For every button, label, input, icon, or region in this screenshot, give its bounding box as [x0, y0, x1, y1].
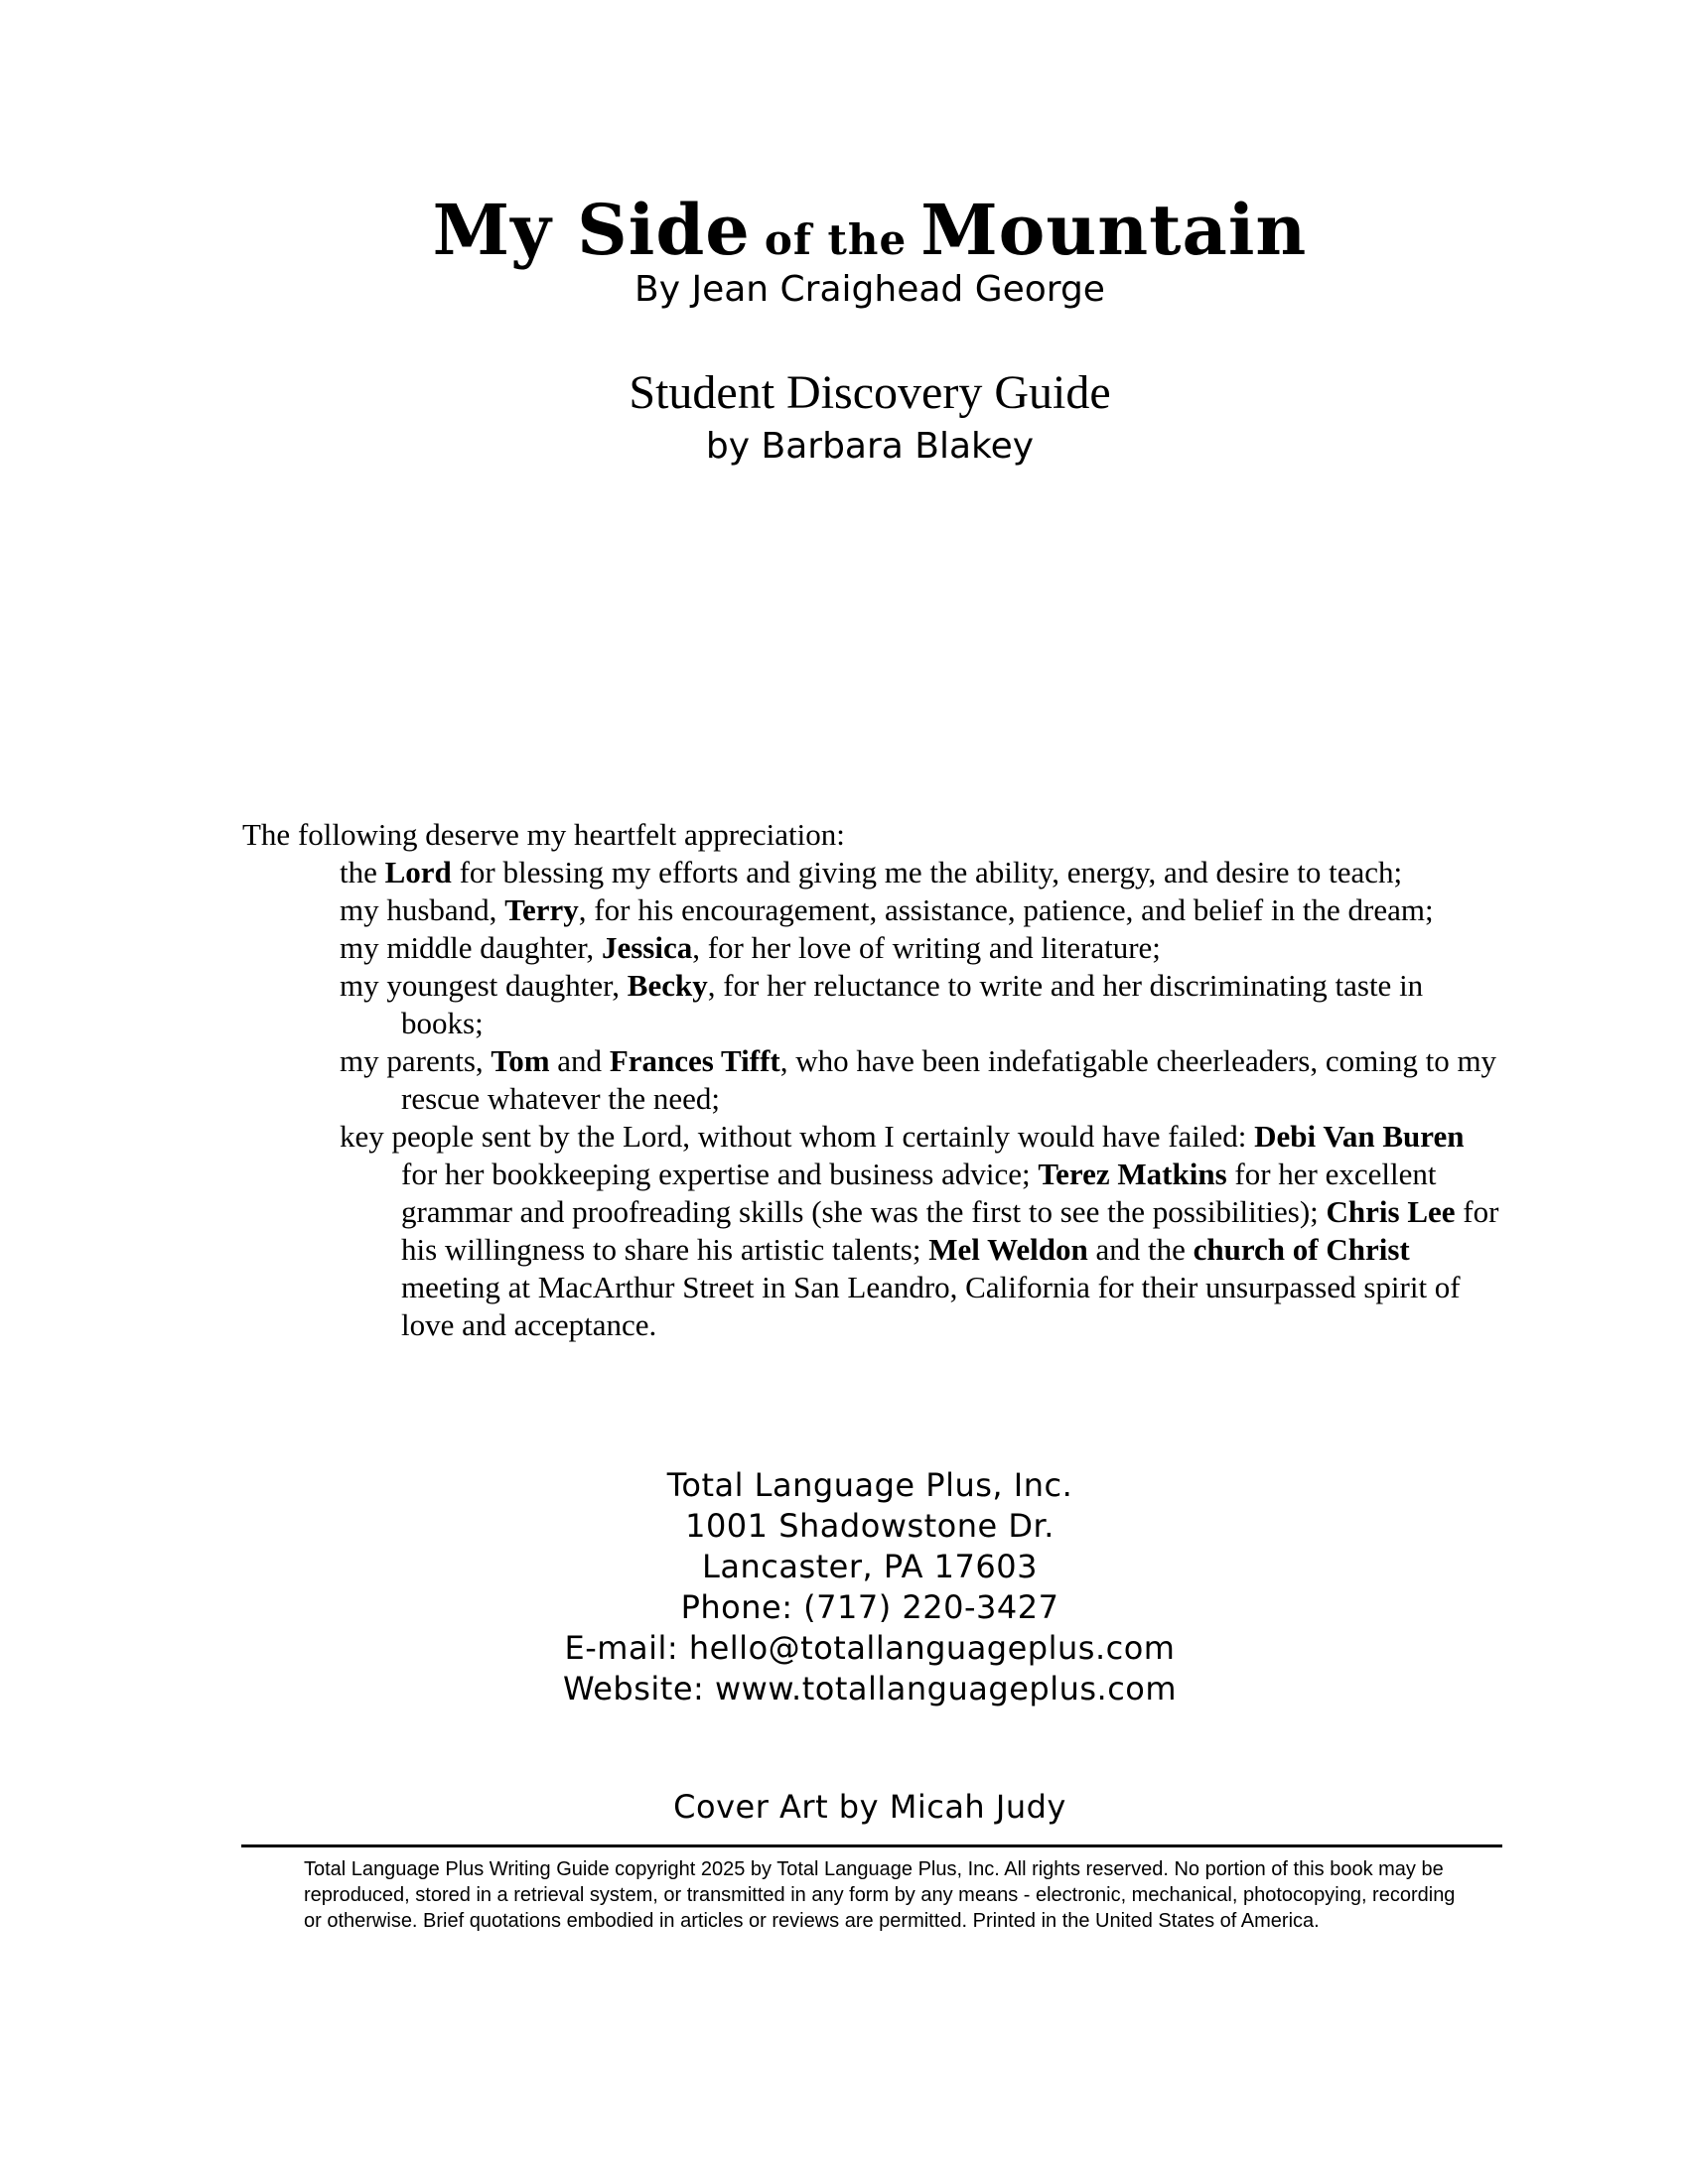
guide-author: by Barbara Blakey: [705, 426, 1035, 467]
book-title-part-2: of the: [764, 215, 908, 264]
acknowledged-name: Terry: [504, 892, 579, 927]
book-title-part-3: Mountain: [920, 189, 1308, 271]
guide-title: Student Discovery Guide: [629, 366, 1111, 419]
acknowledgment-text: for blessing my efforts and giving me the ability, energy, and desire to teach;: [451, 855, 1403, 889]
acknowledgment-text: , for her love of writing and literature;: [692, 930, 1161, 965]
acknowledgment-text: , for his encouragement, assistance, patience, and belief in the dream;: [578, 892, 1434, 927]
acknowledgment-text: and: [549, 1043, 610, 1078]
acknowledgment-item: [242, 929, 1503, 967]
publisher-website: Website: www.totallanguageplus.com: [562, 1670, 1178, 1707]
acknowledgment-text: my husband,: [340, 892, 505, 927]
acknowledgment-text: for his willingness to share his artistic talents;: [401, 1194, 1499, 1267]
acknowledged-name: church of Christ: [1193, 1232, 1410, 1267]
acknowledgment-item: [242, 854, 1503, 891]
acknowledgment-text: my parents,: [340, 1043, 492, 1078]
acknowledgment-text: meeting at MacArthur Street in San Leandro, California for their unsurpassed spirit of love and acceptance.: [401, 1270, 1461, 1342]
acknowledgment-item: [242, 967, 1503, 1042]
acknowledgment-text: my middle daughter,: [340, 930, 602, 965]
acknowledgment-item: [242, 891, 1503, 929]
acknowledgments-intro: The following deserve my heartfelt appreciation:: [242, 817, 845, 852]
publisher-city: Lancaster, PA 17603: [702, 1548, 1038, 1585]
acknowledged-name: Mel Weldon: [928, 1232, 1088, 1267]
acknowledgment-item: [242, 1118, 1503, 1344]
acknowledgment-text: and the: [1087, 1232, 1194, 1267]
acknowledged-name: Debi Van Buren: [1254, 1119, 1465, 1154]
acknowledged-name: Tom: [491, 1043, 550, 1078]
publisher-street: 1001 Shadowstone Dr.: [685, 1507, 1055, 1545]
copyright-notice: Total Language Plus Writing Guide copyright 2025 by Total Language Plus, Inc. All rights reserved. No portion of this book may be reproduced, stored in a retrieval system, or transmitted in any form by any means - electronic, mechanical, photocopying, recording or otherwise. Brief quotations embodied in articles or reviews are permitted. Printed in the United States of America.: [304, 1858, 1456, 1932]
book-title-part-1: My Side: [432, 189, 751, 271]
acknowledged-name: Frances Tifft: [609, 1043, 780, 1078]
acknowledgment-text: the: [340, 855, 385, 889]
acknowledgments-list: [242, 854, 1503, 1344]
acknowledgments: [242, 816, 1503, 1344]
acknowledgment-text: for her excellent grammar and proofreading skills (she was the first to see the possibilities);: [401, 1157, 1437, 1229]
acknowledgment-text: , who have been indefatigable cheerleaders, coming to my rescue whatever the need;: [401, 1043, 1497, 1116]
acknowledgment-text: for her bookkeeping expertise and business advice;: [401, 1157, 1039, 1191]
book-author-byline: By Jean Craighead George: [634, 269, 1105, 310]
book-title: [0, 191, 1688, 280]
acknowledgment-text: , for her reluctance to write and her discriminating taste in books;: [401, 968, 1424, 1040]
publisher-email: E-mail: hello@totallanguageplus.com: [564, 1629, 1176, 1667]
acknowledgment-text: my youngest daughter,: [340, 968, 628, 1003]
acknowledged-name: Chris Lee: [1326, 1194, 1456, 1229]
acknowledged-name: Terez Matkins: [1038, 1157, 1227, 1191]
acknowledgment-text: key people sent by the Lord, without whom I certainly would have failed:: [340, 1119, 1255, 1154]
divider-rule: [241, 1844, 1502, 1847]
publisher-address: [0, 1465, 1688, 1709]
cover-art-credit: Cover Art by Micah Judy: [673, 1788, 1066, 1826]
acknowledgment-item: [242, 1042, 1503, 1118]
acknowledged-name: Lord: [384, 855, 452, 889]
publisher-phone: Phone: (717) 220-3427: [680, 1588, 1059, 1626]
acknowledged-name: Jessica: [601, 930, 693, 965]
acknowledged-name: Becky: [627, 968, 708, 1003]
publisher-name: Total Language Plus, Inc.: [666, 1466, 1073, 1504]
